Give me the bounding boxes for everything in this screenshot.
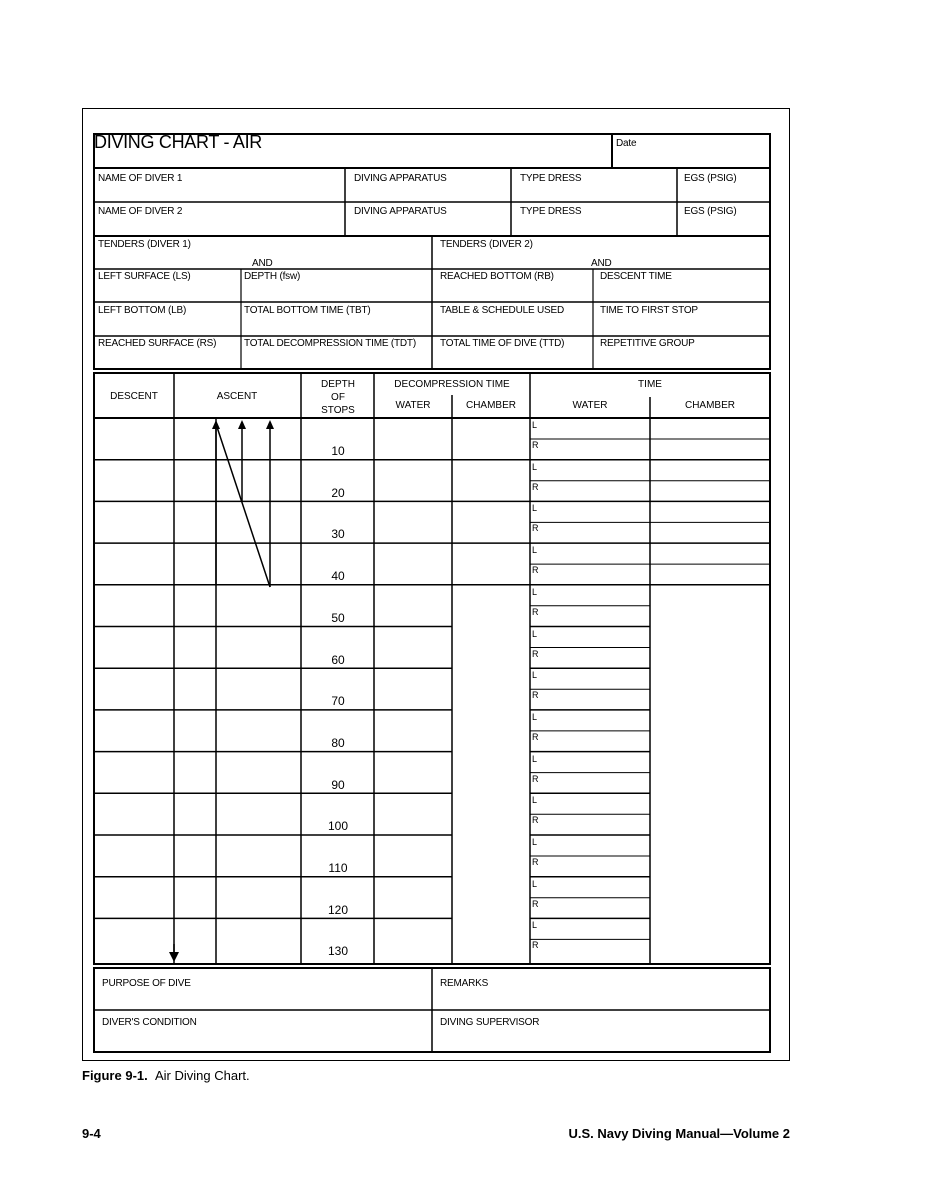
remarks-field[interactable]: REMARKS xyxy=(440,978,489,989)
left-time-marker: L xyxy=(532,711,538,722)
left-time-marker: L xyxy=(532,420,538,430)
egs-1-field[interactable]: EGS (PSIG) xyxy=(684,173,737,184)
left-time-marker: L xyxy=(532,545,538,556)
reached-time-marker: R xyxy=(532,481,539,492)
left-time-marker: L xyxy=(532,795,538,806)
reached-time-marker: R xyxy=(532,898,539,909)
left-time-marker: L xyxy=(532,920,538,931)
diving-supervisor-field[interactable]: DIVING SUPERVISOR xyxy=(440,1017,540,1028)
time-chamber-header: CHAMBER xyxy=(684,400,736,411)
depth-stop-20: 20 xyxy=(331,485,345,500)
time-to-first-stop-field[interactable]: TIME TO FIRST STOP xyxy=(600,305,698,316)
total-time-of-dive-field[interactable]: TOTAL TIME OF DIVE (TTD) xyxy=(440,338,565,349)
left-time-marker: L xyxy=(532,753,538,764)
name-of-diver-2-field[interactable]: NAME OF DIVER 2 xyxy=(98,206,183,217)
reached-time-marker: R xyxy=(532,523,539,534)
total-decompression-time-field[interactable]: TOTAL DECOMPRESSION TIME (TDT) xyxy=(244,338,416,349)
left-time-marker: L xyxy=(532,878,538,889)
type-dress-1-field[interactable]: TYPE DRESS xyxy=(520,173,582,184)
purpose-of-dive-field[interactable]: PURPOSE OF DIVE xyxy=(102,978,191,989)
reached-time-marker: R xyxy=(532,690,539,701)
time-header: TIME xyxy=(638,379,662,390)
reached-time-marker: R xyxy=(532,565,539,576)
name-of-diver-1-field[interactable]: NAME OF DIVER 1 xyxy=(98,173,183,184)
depth-fsw-field[interactable]: DEPTH (fsw) xyxy=(244,271,301,282)
chart-title: DIVING CHART - AIR xyxy=(94,132,262,152)
depth-header-line-2: OF xyxy=(331,392,345,403)
reached-time-marker: R xyxy=(532,731,539,742)
reached-time-marker: R xyxy=(532,440,539,450)
and-label-1: AND xyxy=(252,258,273,269)
depth-stop-100: 100 xyxy=(327,819,349,834)
depth-stop-70: 70 xyxy=(331,694,345,709)
depth-stop-90: 90 xyxy=(331,777,345,792)
page-number: 9-4 xyxy=(82,1126,101,1141)
depth-stop-40: 40 xyxy=(331,569,345,584)
egs-2-field[interactable]: EGS (PSIG) xyxy=(684,206,737,217)
tenders-diver-1-field[interactable]: TENDERS (DIVER 1) xyxy=(98,239,191,250)
decomp-water-header: WATER xyxy=(395,400,431,411)
ascent-column-header: ASCENT xyxy=(216,391,258,402)
descent-column-header: DESCENT xyxy=(110,391,158,402)
repetitive-group-field[interactable]: REPETITIVE GROUP xyxy=(600,338,695,349)
and-label-2: AND xyxy=(591,258,612,269)
depth-stop-30: 30 xyxy=(331,527,345,542)
time-water-header: WATER xyxy=(572,400,608,411)
reached-bottom-field[interactable]: REACHED BOTTOM (RB) xyxy=(440,271,554,282)
reached-time-marker: R xyxy=(532,857,539,867)
left-bottom-field[interactable]: LEFT BOTTOM (LB) xyxy=(98,305,187,316)
left-time-marker: L xyxy=(532,586,538,597)
figure-caption-text: Air Diving Chart. xyxy=(154,1068,250,1083)
reached-time-marker: R xyxy=(532,773,539,784)
total-bottom-time-field[interactable]: TOTAL BOTTOM TIME (TBT) xyxy=(244,305,371,316)
left-time-marker: L xyxy=(532,461,538,472)
depth-stop-50: 50 xyxy=(331,610,345,625)
depth-stop-80: 80 xyxy=(331,735,345,750)
figure-number: Figure 9-1. xyxy=(82,1068,148,1083)
depth-stop-120: 120 xyxy=(327,902,349,917)
reached-time-marker: R xyxy=(532,606,539,617)
left-time-marker: L xyxy=(532,503,538,514)
decompression-time-header: DECOMPRESSION TIME xyxy=(394,379,510,390)
diving-apparatus-1-field[interactable]: DIVING APPARATUS xyxy=(354,173,447,184)
table-schedule-used-field[interactable]: TABLE & SCHEDULE USED xyxy=(440,305,564,316)
depth-header-line-3: STOPS xyxy=(321,405,355,416)
left-time-marker: L xyxy=(532,670,538,681)
descent-time-field[interactable]: DESCENT TIME xyxy=(600,271,672,282)
depth-header-line-1: DEPTH xyxy=(321,379,355,390)
divers-condition-field[interactable]: DIVER'S CONDITION xyxy=(102,1017,197,1028)
type-dress-2-field[interactable]: TYPE DRESS xyxy=(520,206,582,217)
depth-stop-10: 10 xyxy=(331,444,345,458)
figure-caption xyxy=(82,1068,250,1083)
reached-time-marker: R xyxy=(532,940,539,951)
manual-title: U.S. Navy Diving Manual—Volume 2 xyxy=(568,1126,790,1141)
left-time-marker: L xyxy=(532,837,538,847)
left-time-marker: L xyxy=(532,628,538,639)
depth-stop-130: 130 xyxy=(327,944,349,959)
tenders-diver-2-field[interactable]: TENDERS (DIVER 2) xyxy=(440,239,533,250)
reached-surface-field[interactable]: REACHED SURFACE (RS) xyxy=(98,338,217,349)
depth-stop-110: 110 xyxy=(328,861,348,875)
reached-time-marker: R xyxy=(532,815,539,826)
depth-stop-60: 60 xyxy=(331,652,345,667)
diving-apparatus-2-field[interactable]: DIVING APPARATUS xyxy=(354,206,447,217)
decomp-chamber-header: CHAMBER xyxy=(465,400,517,411)
reached-time-marker: R xyxy=(532,648,539,659)
date-label[interactable]: Date xyxy=(616,138,637,149)
left-surface-field[interactable]: LEFT SURFACE (LS) xyxy=(98,271,191,282)
